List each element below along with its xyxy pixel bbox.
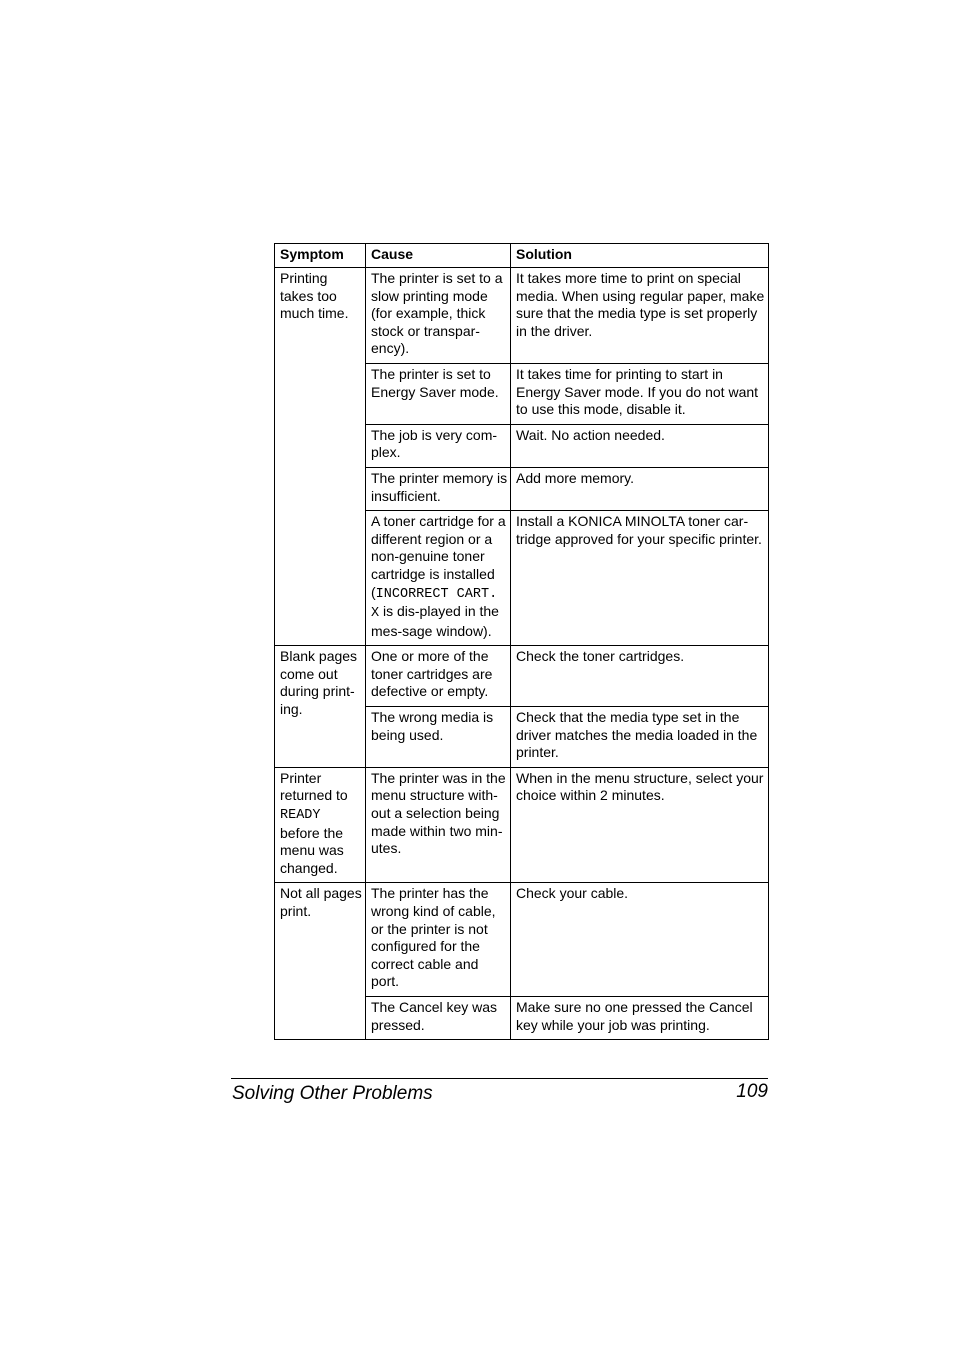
cell-text: The printer memory is insufficient.: [371, 469, 508, 504]
header-cause: Cause: [366, 244, 511, 268]
cause-cell: [366, 996, 511, 1039]
solution-cell: Check your cable.: [511, 883, 769, 997]
cause-cell: [366, 883, 511, 997]
solution-cell: Wait. No action needed.: [511, 424, 769, 467]
cell-text: before the menu was changed.: [280, 824, 344, 876]
solution-cell: Add more memory.: [511, 467, 769, 510]
solution-cell: Check that the media type set in the driver matches the media loaded in the printer.: [511, 707, 769, 768]
solution-cell: It takes time for printing to start in Energy Saver mode. If you do not want to use this mode, disable it.: [511, 363, 769, 424]
cell-text: is dis-played in the mes-sage window).: [371, 603, 499, 639]
cause-cell: [366, 424, 511, 467]
cause-cell: [366, 767, 511, 883]
solution-cell: It takes more time to print on special media. When using regular paper, make sure that the media type is set properly in the driver.: [511, 268, 769, 364]
solution-cell: Check the toner cartridges.: [511, 646, 769, 707]
cell-text: The wrong media is being used.: [371, 709, 494, 743]
table-body: [275, 268, 769, 1040]
cause-cell: [366, 363, 511, 424]
header-solution: Solution: [511, 244, 769, 268]
table-row: [275, 646, 769, 707]
symptom-cell: Blank pages come out during print-ing.: [275, 646, 366, 768]
table-row: [275, 268, 769, 364]
symptom-cell: [275, 767, 366, 883]
footer-rule: [231, 1078, 768, 1079]
cell-text: The printer was in the menu structure with-out a selection being made within two min-utes.: [371, 769, 506, 857]
solution-cell: When in the menu structure, select your choice within 2 minutes.: [511, 767, 769, 883]
status-message: READY: [280, 808, 321, 824]
cause-cell: [366, 707, 511, 768]
cell-text: A toner cartridge for a different region or a non-genuine toner cartridge is installed (: [371, 513, 506, 600]
cause-cell: [366, 467, 511, 510]
footer-title: Solving Other Problems: [232, 1083, 433, 1104]
symptom-cell: Not all pages print.: [275, 883, 366, 1040]
solution-cell: Make sure no one pressed the Cancel key while your job was printing.: [511, 996, 769, 1039]
cell-text: The printer is set to a slow printing mode (for example, thick stock or transpar-ency).: [371, 270, 503, 357]
header-symptom: Symptom: [275, 244, 366, 268]
cell-text: The job is very com-plex.: [371, 426, 498, 461]
cause-cell: [366, 268, 511, 364]
cell-text: The printer is set to Energy Saver mode.: [371, 365, 499, 400]
cell-text: One or more of the toner cartridges are defective or empty.: [371, 648, 493, 700]
cause-cell: [366, 646, 511, 707]
table-row: [275, 767, 769, 883]
cause-cell: [366, 511, 511, 646]
symptom-cell: Printing takes too much time.: [275, 268, 366, 646]
troubleshooting-table: [274, 243, 769, 1040]
cell-text: The Cancel key was pressed.: [371, 998, 498, 1033]
cell-text: The printer has the wrong kind of cable, or the printer is not configured for the correct cable and port.: [371, 885, 496, 990]
solution-cell: Install a KONICA MINOLTA toner car-tridge approved for your specific printer.: [511, 511, 769, 646]
page-number: 109: [736, 1081, 768, 1102]
table-header-row: [275, 244, 769, 268]
table-row: [275, 883, 769, 997]
cell-text: Printer returned to: [280, 769, 348, 804]
status-message: INCORRECT CART. X: [371, 586, 498, 622]
